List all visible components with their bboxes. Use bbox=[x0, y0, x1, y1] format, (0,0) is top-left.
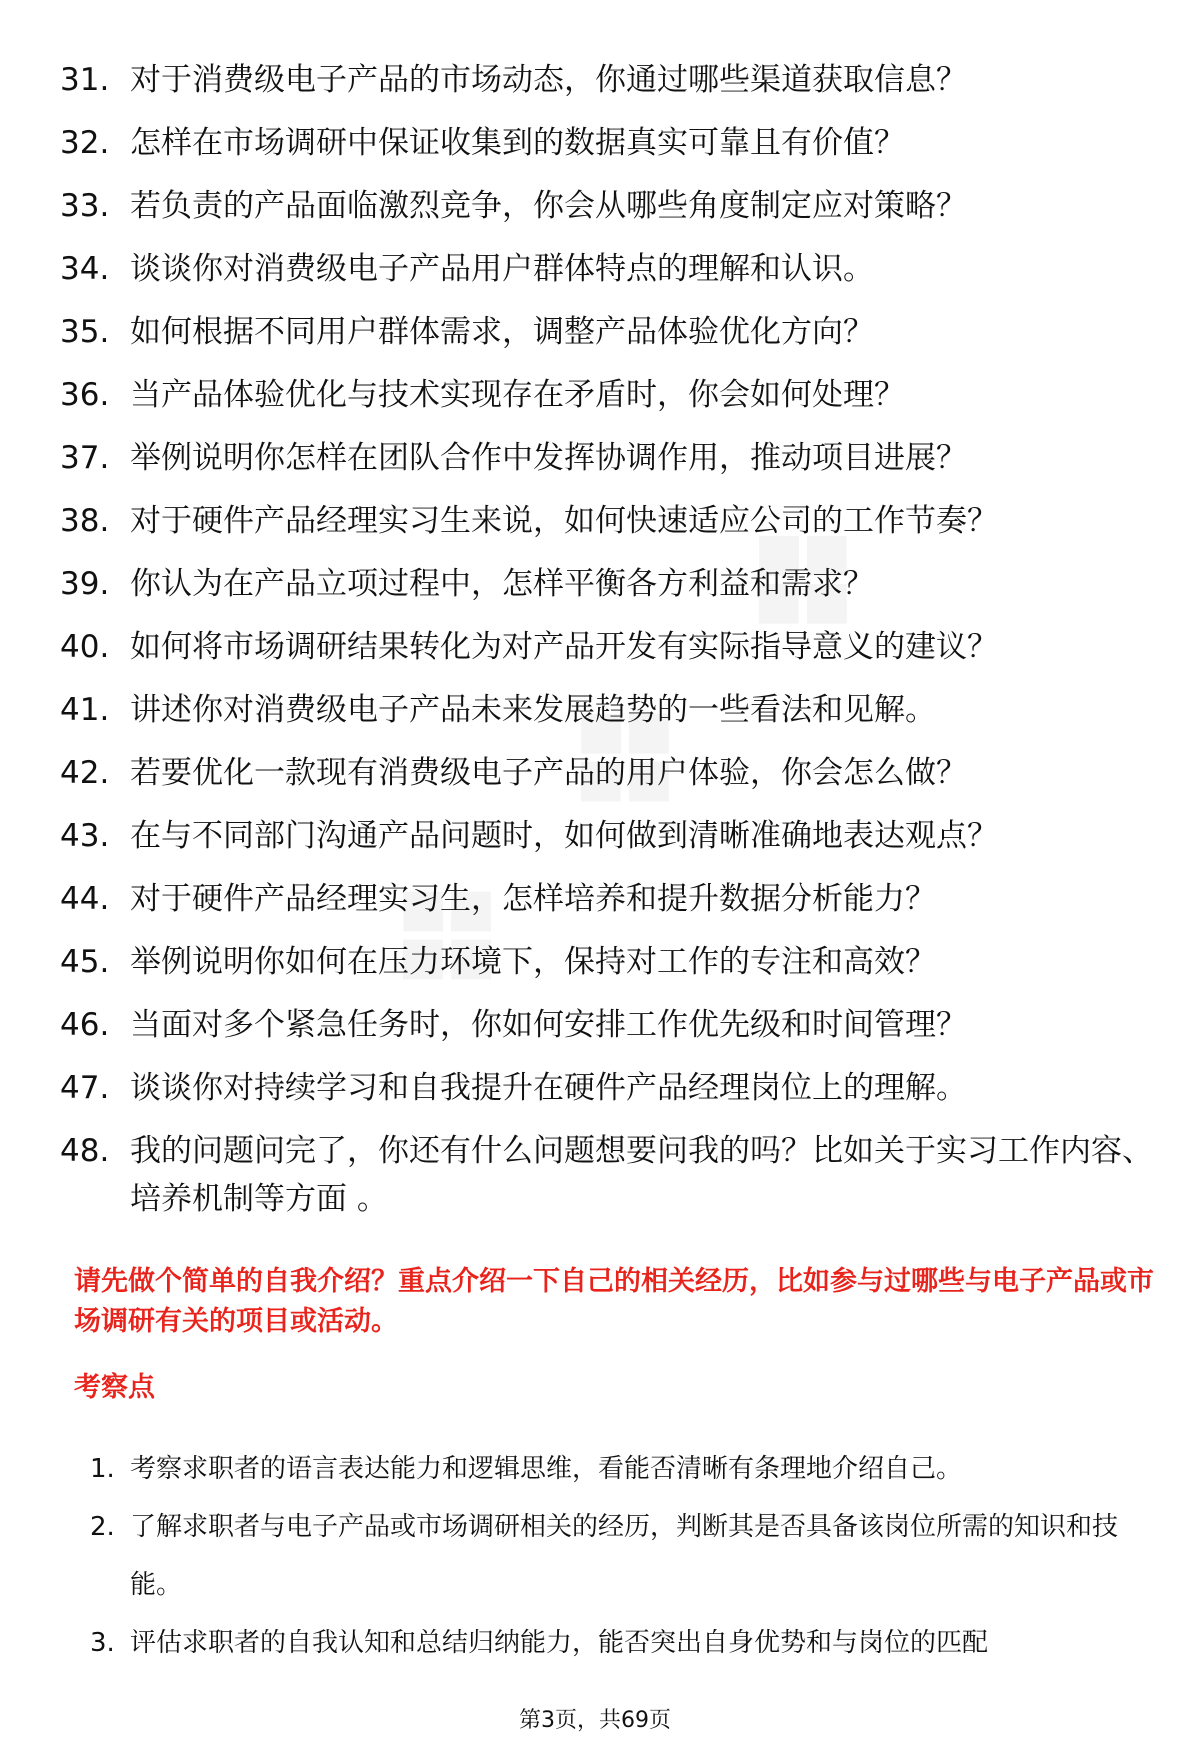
question-text: 对于硬件产品经理实习生，怎样培养和提升数据分析能力？ bbox=[130, 881, 936, 917]
question-item bbox=[60, 1127, 1160, 1223]
question-text: 对于消费级电子产品的市场动态，你通过哪些渠道获取信息？ bbox=[130, 62, 967, 98]
question-text: 怎样在市场调研中保证收集到的数据真实可靠且有价值？ bbox=[130, 125, 905, 161]
question-item bbox=[60, 812, 1160, 860]
point-number: 3. bbox=[90, 1628, 115, 1658]
question-item bbox=[60, 497, 1160, 545]
question-text: 如何将市场调研结果转化为对产品开发有实际指导意义的建议？ bbox=[130, 629, 998, 665]
question-text: 对于硬件产品经理实习生来说，如何快速适应公司的工作节奏？ bbox=[130, 503, 998, 539]
point-item bbox=[90, 1498, 1155, 1614]
question-number: 33. bbox=[60, 188, 110, 224]
question-item bbox=[60, 560, 1160, 608]
question-number: 44. bbox=[60, 881, 110, 917]
question-text: 举例说明你怎样在团队合作中发挥协调作用，推动项目进展？ bbox=[130, 440, 967, 476]
question-item bbox=[60, 434, 1160, 482]
point-item bbox=[90, 1440, 1155, 1498]
page-footer: 第3页，共69页 bbox=[519, 1708, 671, 1733]
question-number: 42. bbox=[60, 755, 110, 791]
question-item bbox=[60, 371, 1160, 419]
question-item bbox=[60, 1001, 1160, 1049]
question-text: 谈谈你对消费级电子产品用户群体特点的理解和认识。 bbox=[130, 251, 874, 287]
question-number: 35. bbox=[60, 314, 110, 350]
section-title: 考察点 bbox=[74, 1372, 155, 1403]
question-item bbox=[60, 308, 1160, 356]
question-list bbox=[60, 56, 1160, 1238]
question-text: 谈谈你对持续学习和自我提升在硬件产品经理岗位上的理解。 bbox=[130, 1070, 967, 1106]
question-number: 40. bbox=[60, 629, 110, 665]
question-item bbox=[60, 182, 1160, 230]
question-text: 你认为在产品立项过程中，怎样平衡各方利益和需求？ bbox=[130, 566, 874, 602]
question-number: 37. bbox=[60, 440, 110, 476]
question-item bbox=[60, 245, 1160, 293]
question-text: 在与不同部门沟通产品问题时，如何做到清晰准确地表达观点？ bbox=[130, 818, 998, 854]
question-item bbox=[60, 56, 1160, 104]
question-number: 41. bbox=[60, 692, 110, 728]
evaluation-points-list bbox=[90, 1440, 1155, 1672]
question-item bbox=[60, 623, 1160, 671]
question-number: 32. bbox=[60, 125, 110, 161]
question-item bbox=[60, 119, 1160, 167]
question-text: 若要优化一款现有消费级电子产品的用户体验，你会怎么做？ bbox=[130, 755, 967, 791]
question-text: 举例说明你如何在压力环境下，保持对工作的专注和高效？ bbox=[130, 944, 936, 980]
question-number: 31. bbox=[60, 62, 110, 98]
question-text: 如何根据不同用户群体需求，调整产品体验优化方向？ bbox=[130, 314, 874, 350]
question-number: 36. bbox=[60, 377, 110, 413]
question-number: 47. bbox=[60, 1070, 110, 1106]
question-text: 当面对多个紧急任务时，你如何安排工作优先级和时间管理？ bbox=[130, 1007, 967, 1043]
question-item bbox=[60, 938, 1160, 986]
highlighted-question: 请先做个简单的自我介绍？重点介绍一下自己的相关经历，比如参与过哪些与电子产品或市场调研有关的项目或活动。 bbox=[74, 1266, 1154, 1337]
question-item bbox=[60, 749, 1160, 797]
question-number: 45. bbox=[60, 944, 110, 980]
question-text: 当产品体验优化与技术实现存在矛盾时，你会如何处理？ bbox=[130, 377, 905, 413]
question-number: 34. bbox=[60, 251, 110, 287]
question-number: 46. bbox=[60, 1007, 110, 1043]
question-text: 若负责的产品面临激烈竞争，你会从哪些角度制定应对策略？ bbox=[130, 188, 967, 224]
question-text: 我的问题问完了，你还有什么问题想要问我的吗？比如关于实习工作内容、培养机制等方面 。 bbox=[130, 1133, 1153, 1217]
question-number: 43. bbox=[60, 818, 110, 854]
point-text: 考察求职者的语言表达能力和逻辑思维，看能否清晰有条理地介绍自己。 bbox=[130, 1454, 963, 1484]
point-text: 了解求职者与电子产品或市场调研相关的经历，判断其是否具备该岗位所需的知识和技能。 bbox=[130, 1512, 1119, 1600]
point-number: 1. bbox=[90, 1454, 115, 1484]
question-text: 讲述你对消费级电子产品未来发展趋势的一些看法和见解。 bbox=[130, 692, 936, 728]
point-number: 2. bbox=[90, 1512, 115, 1542]
question-number: 48. bbox=[60, 1133, 110, 1169]
question-item bbox=[60, 686, 1160, 734]
point-item bbox=[90, 1614, 1155, 1672]
question-item bbox=[60, 875, 1160, 923]
question-item bbox=[60, 1064, 1160, 1112]
question-number: 38. bbox=[60, 503, 110, 539]
point-text: 评估求职者的自我认知和总结归纳能力，能否突出自身优势和与岗位的匹配 bbox=[130, 1628, 989, 1658]
question-number: 39. bbox=[60, 566, 110, 602]
